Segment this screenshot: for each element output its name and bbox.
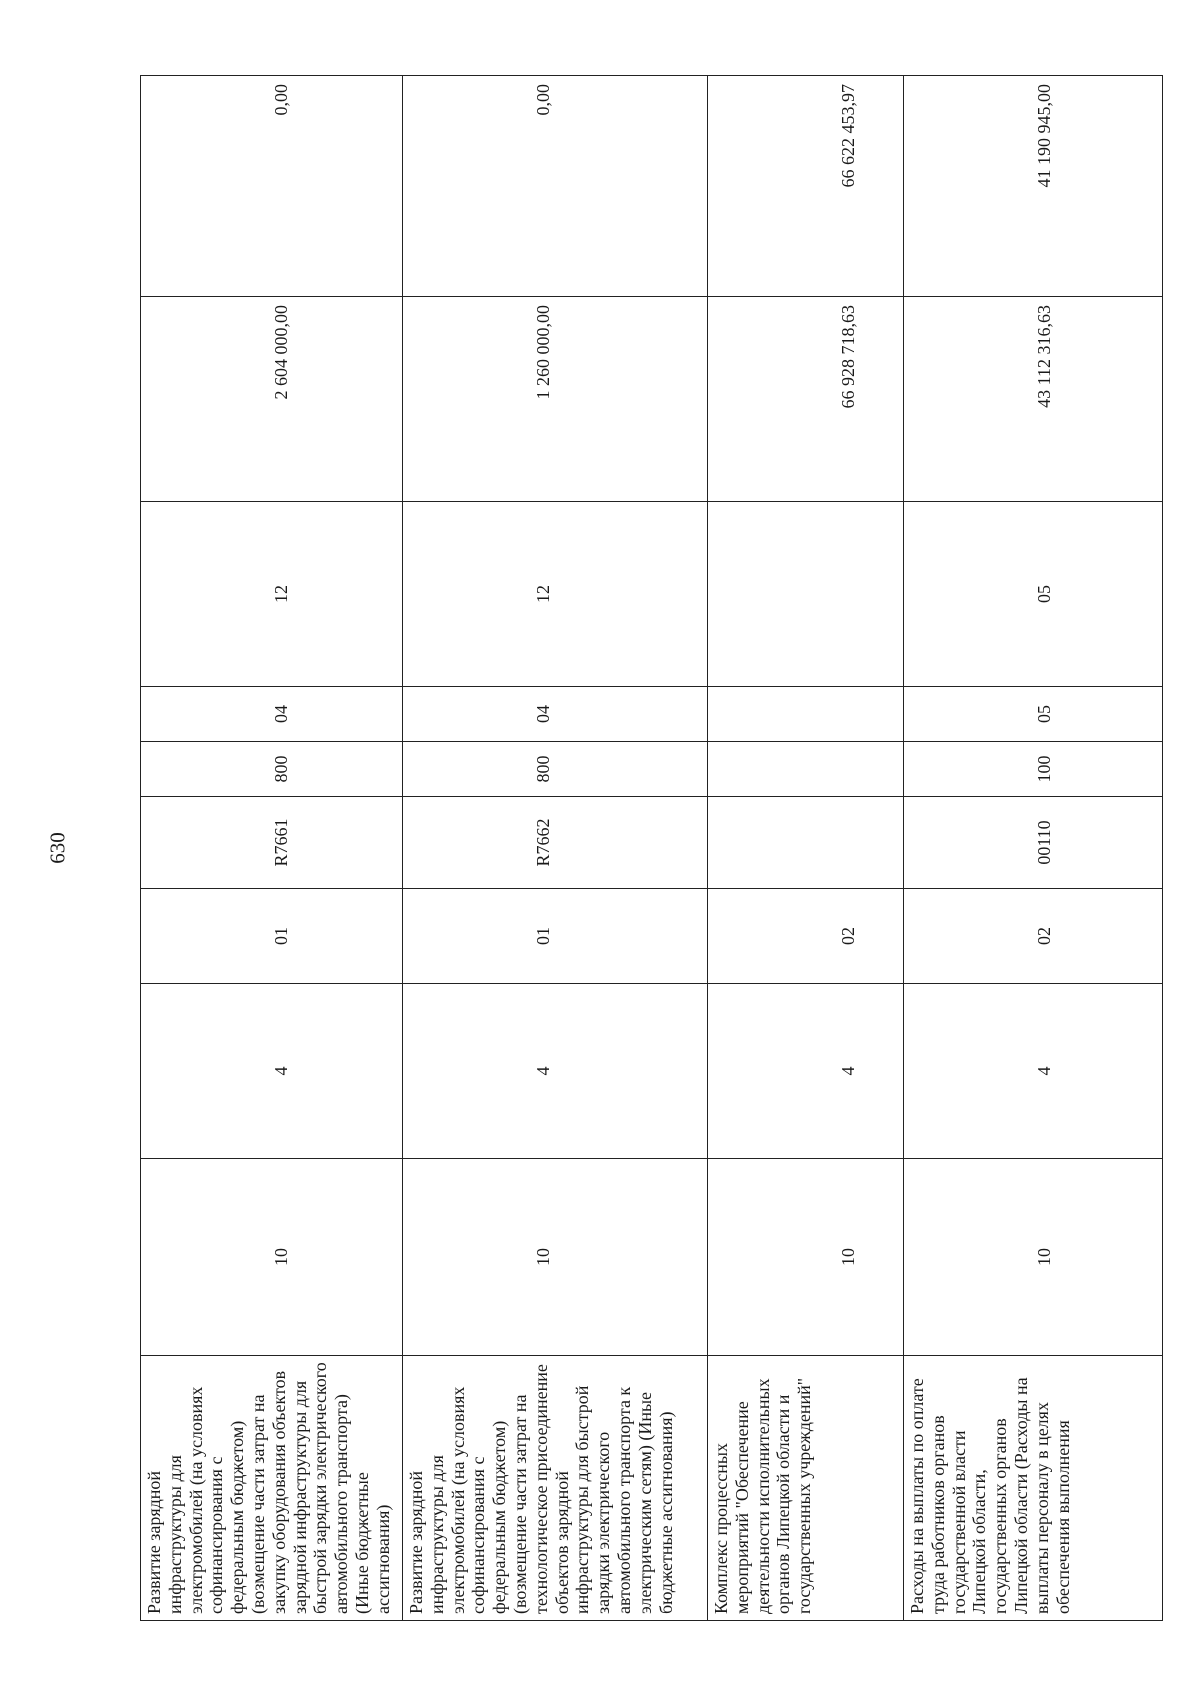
page-number: 630	[45, 832, 70, 864]
cell-code-3: 01	[141, 889, 403, 984]
cell-code-5: 100	[904, 742, 1163, 797]
row-description: Расходы на выплаты по оплате труда работников органов государственной власти Липецкой области, государственных органов Липецкой области (Расходы на выплаты персоналу в целях обеспечения выполнения	[904, 1356, 1163, 1621]
cell-code-4: R7661	[141, 797, 403, 889]
cell-amount-2: 66 622 453,97	[708, 76, 904, 297]
cell-code-4: 00110	[904, 797, 1163, 889]
cell-amount-2: 41 190 945,00	[904, 76, 1163, 297]
cell-code-1: 10	[141, 1159, 403, 1356]
rotated-page-content	[140, 76, 1098, 1621]
cell-amount-2: 0,00	[403, 76, 708, 297]
cell-amount-1: 43 112 316,63	[904, 297, 1163, 502]
budget-table	[140, 75, 1163, 1621]
cell-code-6: 04	[141, 687, 403, 742]
budget-table-container	[140, 76, 1098, 1621]
table-row	[904, 76, 1163, 1621]
cell-code-1: 10	[708, 1159, 904, 1356]
cell-amount-1: 1 260 000,00	[403, 297, 708, 502]
cell-code-4	[708, 797, 904, 889]
cell-code-6	[708, 687, 904, 742]
cell-code-1: 10	[403, 1159, 708, 1356]
table-row	[403, 76, 708, 1621]
cell-code-5: 800	[141, 742, 403, 797]
cell-code-7: 12	[403, 502, 708, 687]
cell-code-3: 02	[904, 889, 1163, 984]
cell-code-6: 04	[403, 687, 708, 742]
cell-amount-1: 2 604 000,00	[141, 297, 403, 502]
cell-code-3: 02	[708, 889, 904, 984]
table-row	[141, 76, 403, 1621]
cell-code-2: 4	[403, 984, 708, 1159]
cell-code-5	[708, 742, 904, 797]
cell-amount-1: 66 928 718,63	[708, 297, 904, 502]
cell-code-2: 4	[708, 984, 904, 1159]
cell-code-4: R7662	[403, 797, 708, 889]
cell-code-7: 12	[141, 502, 403, 687]
cell-code-3: 01	[403, 889, 708, 984]
cell-code-7: 05	[904, 502, 1163, 687]
cell-code-2: 4	[904, 984, 1163, 1159]
cell-code-1: 10	[904, 1159, 1163, 1356]
cell-code-7	[708, 502, 904, 687]
row-description: Развитие зарядной инфраструктуры для электромобилей (на условиях софинансирования с федеральным бюджетом) (возмещение части затрат на закупку оборудования объектов зарядной инфраструктуры для быстрой зарядки электрического автомобильного транспорта) (Иные бюджетные ассигнования)	[141, 1356, 403, 1621]
table-row	[708, 76, 904, 1621]
cell-amount-2: 0,00	[141, 76, 403, 297]
row-description: Развитие зарядной инфраструктуры для электромобилей (на условиях софинансирования с федеральным бюджетом) (возмещение части затрат на технологическое присоединение объектов зарядной инфраструктуры для быстрой зарядки электрического автомобильного транспорта к электрическим сетям) (Иные бюджетные ассигнования)	[403, 1356, 708, 1621]
cell-code-5: 800	[403, 742, 708, 797]
row-description: Комплекс процессных мероприятий "Обеспечение деятельности исполнительных органов Липецкой области и государственных учреждений"	[708, 1356, 904, 1621]
cell-code-6: 05	[904, 687, 1163, 742]
cell-code-2: 4	[141, 984, 403, 1159]
